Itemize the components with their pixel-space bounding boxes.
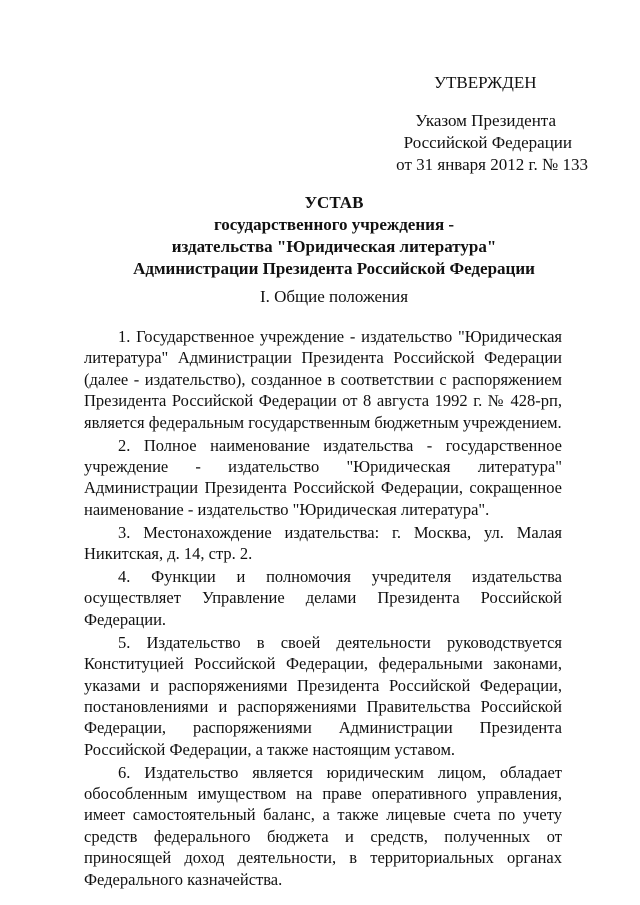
title-line-administration: Администрации Президента Российской Федерации [133, 259, 535, 278]
paragraph-4: 4. Функции и полномочия учредителя издательства осуществляет Управление делами Президента Российской Федерации. [84, 566, 562, 629]
paragraph-6: 6. Издательство является юридическим лицом, обладает обособленным имуществом на праве оперативного управления, имеет самостоятельный баланс, а также лицевые счета по учету средств федерального бюджета и средств, полученных от приносящей доход деятельности, в территориальных органах Федерального казначейства. [84, 762, 562, 889]
paragraph-5: 5. Издательство в своей деятельности руководствуется Конституцией Российской Федерации, федеральными законами, указами и распоряжениями Президента Российской Федерации, постановлениями и распоряжениями Правительства Российской Федерации, распоряжениями Администрации Президента Российской Федерации, а также настоящим уставом. [84, 632, 562, 759]
paragraph-2: 2. Полное наименование издательства - государственное учреждение - издательство "Юридическая литература" Администрации Президента Российской Федерации, сокращенное наименование - издательство "Юридическая литература". [84, 435, 562, 519]
title-line-publisher: издательства "Юридическая литература" [171, 237, 497, 256]
document-body [84, 326, 562, 892]
approval-stamp [380, 72, 590, 176]
approval-date-line: от 31 января 2012 г. № 133 [396, 155, 588, 174]
document-title [96, 192, 572, 280]
title-line-institution: государственного учреждения - [213, 215, 455, 234]
paragraph-1: 1. Государственное учреждение - издательство "Юридическая литература" Администрации Президента Российской Федерации (далее - издательство), созданное в соответствии с распоряжением Президента Российской Федерации от 8 августа 1992 г. № 428-рп, является федеральным государственным бюджетным учреждением. [84, 327, 562, 432]
approved-label: УТВЕРЖДЕН [434, 73, 537, 92]
paragraph-3: 3. Местонахождение издательства: г. Москва, ул. Малая Никитская, д. 14, стр. 2. [84, 522, 562, 564]
approval-decree-line: Указом Президента [415, 111, 556, 130]
section-heading: I. Общие положения [259, 287, 409, 306]
approval-federation-line: Российской Федерации [403, 133, 572, 152]
title-line-charter: УСТАВ [304, 193, 364, 212]
